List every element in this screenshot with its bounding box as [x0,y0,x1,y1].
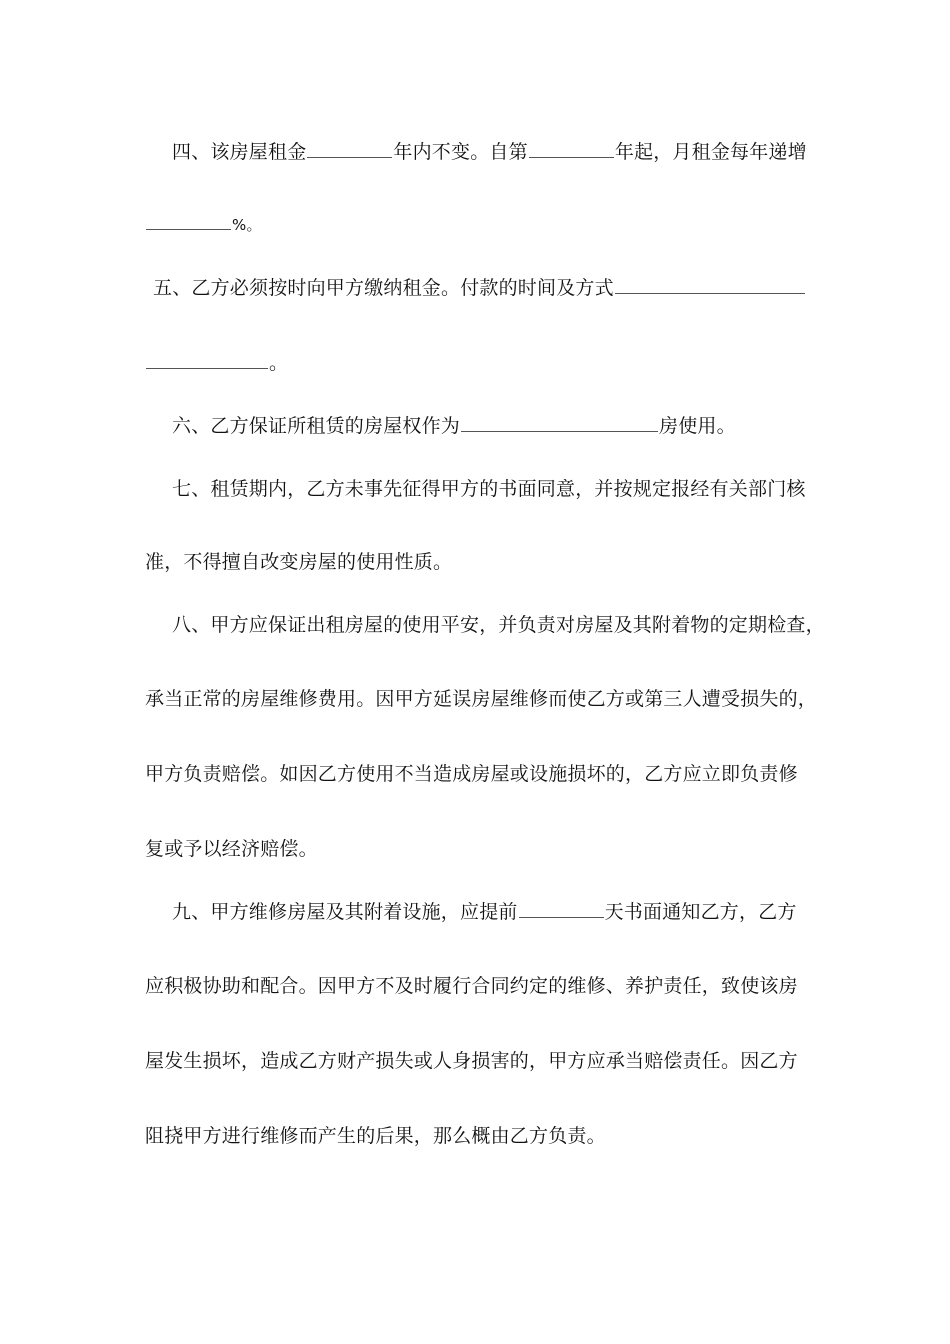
clause-9-line-1 [172,899,797,925]
clause-7-line-1: 七、租赁期内，乙方未事先征得甲方的书面同意，并按规定报经有关部门核 [172,478,806,500]
clause-9-text-1: 九、甲方维修房屋及其附着设施，应提前 [172,901,518,923]
clause-9-line-2: 应积极协助和配合。因甲方不及时履行合同约定的维修、养护责任，致使该房 [145,975,798,997]
clause-8-line-4: 复或予以经济赔偿。 [145,838,318,860]
clause-4-text-3: 年起，月租金每年递增 [614,141,807,163]
clause-9-line-4: 阻挠甲方进行维修而产生的后果，那么概由乙方负责。 [145,1125,606,1147]
usage-purpose-blank [461,413,658,432]
clause-5-text-1: 五、乙方必须按时向甲方缴纳租金。付款的时间及方式 [153,277,614,299]
increase-percent-blank [146,211,231,230]
rent-years-blank [307,139,392,158]
clause-8-line-3: 甲方负责赔偿。如因乙方使用不当造成房屋或设施损坏的，乙方应立即负责修 [145,763,798,785]
clause-5-tail: 。 [269,352,289,374]
payment-method-blank-cont [146,350,268,369]
clause-5-line-2 [145,350,288,376]
clause-4-text-2: 年内不变。自第 [393,141,528,163]
clause-6-line-1 [172,413,736,439]
clause-7-line-2: 准，不得擅自改变房屋的使用性质。 [145,551,453,573]
increase-start-year-blank [529,139,614,158]
clause-8-line-2: 承当正常的房屋维修费用。因甲方延误房屋维修而使乙方或第三人遭受损失的， [145,688,818,710]
notice-days-blank [519,899,604,918]
clause-9-line-3: 屋发生损坏，造成乙方财产损失或人身损害的，甲方应承当赔偿责任。因乙方 [145,1050,798,1072]
clause-4-line-1 [172,139,807,165]
clause-6-text-2: 房使用。 [659,415,736,437]
payment-method-blank [615,275,805,294]
clause-8-line-1: 八、甲方应保证出租房屋的使用平安，并负责对房屋及其附着物的定期检查， [172,614,825,636]
clause-4-tail: %。 [232,216,262,234]
clause-4-line-2 [145,211,262,238]
clause-4-text-1: 四、该房屋租金 [172,141,307,163]
clause-9-text-2: 天书面通知乙方，乙方 [604,901,797,923]
clause-5-line-1 [153,275,806,301]
clause-6-text-1: 六、乙方保证所租赁的房屋权作为 [172,415,461,437]
